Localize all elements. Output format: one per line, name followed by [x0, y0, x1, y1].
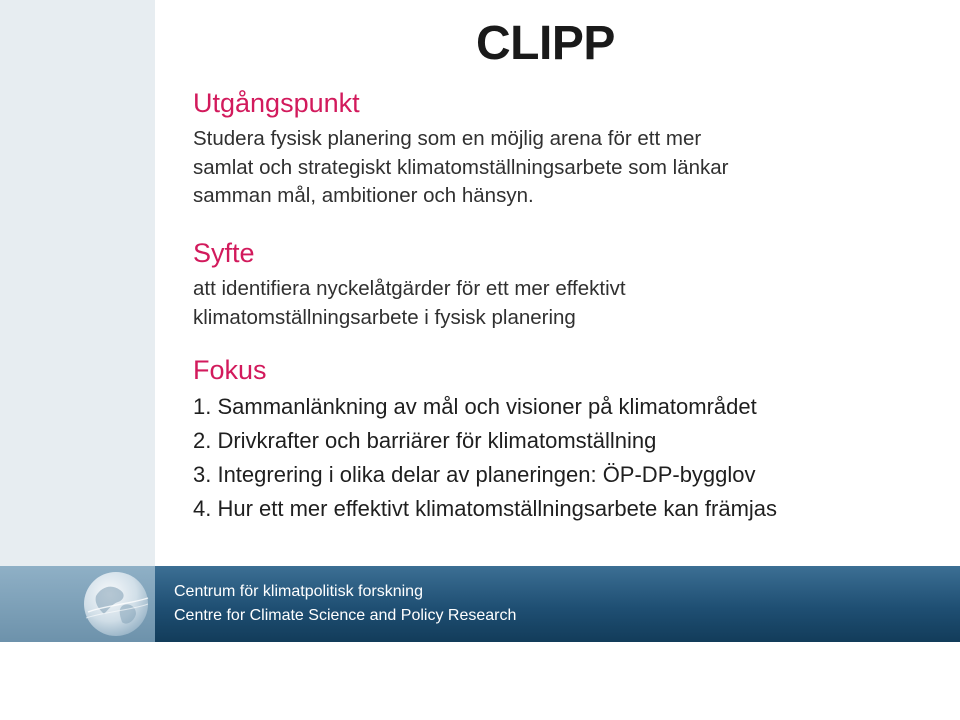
body-line: Studera fysisk planering som en möjlig arena för ett mer [193, 127, 702, 150]
section-heading-fokus: Fokus [193, 355, 267, 385]
section-heading-syfte: Syfte [193, 238, 255, 268]
bottom-blank-area [0, 642, 960, 720]
list-item: 2. Drivkrafter och barriärer för klimatomställning [193, 428, 657, 453]
body-line: att identifiera nyckelåtgärder för ett mer effektivt [193, 277, 626, 300]
footer-org-names [174, 580, 516, 628]
org-name-swedish: Centrum för klimatpolitisk forskning [174, 583, 423, 600]
body-line: samlat och strategiskt klimatomställningsarbete som länkar [193, 155, 729, 179]
globe-icon [78, 566, 154, 642]
section-heading-utgangspunkt: Utgångspunkt [193, 88, 360, 118]
section-body-syfte [193, 275, 626, 332]
body-line: klimatomställningsarbete i fysisk planering [193, 305, 576, 329]
focus-list [193, 390, 777, 526]
body-line: samman mål, ambitioner och hänsyn. [193, 184, 534, 208]
list-item: 3. Integrering i olika delar av planeringen: ÖP-DP-bygglov [193, 462, 756, 487]
list-item: 1. Sammanlänkning av mål och visioner på klimatområdet [193, 394, 757, 419]
list-item: 4. Hur ett mer effektivt klimatomställningsarbete kan främjas [193, 496, 778, 521]
section-body-utgangspunkt [193, 125, 729, 211]
left-decorative-band [0, 0, 155, 566]
slide-title: CLIPP [476, 17, 615, 70]
footer-band [0, 566, 960, 642]
org-name-english: Centre for Climate Science and Policy Research [174, 607, 517, 624]
